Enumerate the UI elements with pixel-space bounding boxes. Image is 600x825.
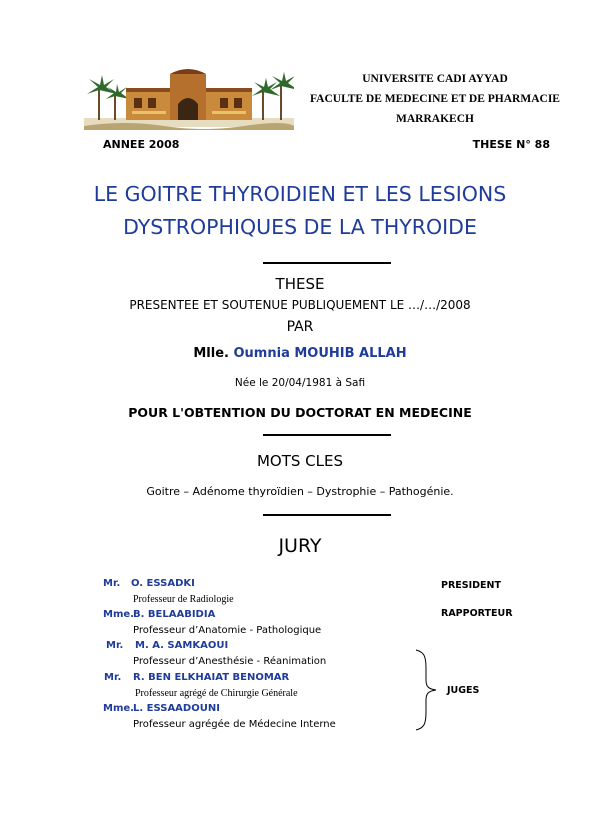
thesis-title-line-2: DYSTROPHIQUES DE LA THYROIDE <box>123 215 477 239</box>
jury-member-position: Professeur d’Anatomie - Pathologique <box>133 625 322 636</box>
birth-info: Née le 20/04/1981 à Safi <box>234 377 366 389</box>
jury-member-title: Mr. <box>106 640 124 651</box>
presentation-line: PRESENTEE ET SOUTENUE PUBLIQUEMENT LE …/…/2008 <box>129 298 471 312</box>
author-prefix: Mlle. <box>193 346 229 361</box>
jury-member-name: B. BELAABIDIA <box>133 609 216 620</box>
degree-line: POUR L'OBTENTION DU DOCTORAT EN MEDECINE <box>128 405 472 420</box>
jury-member-position: Professeur agrégée de Médecine Interne <box>133 719 336 730</box>
thesis-number: THESE N° 88 <box>472 138 550 151</box>
jury-member-position: Professeur de Radiologie <box>133 594 234 605</box>
author-name: Oumnia MOUHIB ALLAH <box>233 346 407 361</box>
keywords-heading: MOTS CLES <box>256 452 344 470</box>
faculty-name: FACULTE DE MEDECINE ET DE PHARMACIE <box>310 93 560 105</box>
jury-heading: JURY <box>278 535 322 557</box>
keywords-list: Goitre – Adénome thyroïdien – Dystrophie – Pathogénie. <box>146 485 454 498</box>
role-juges: JUGES <box>447 685 480 696</box>
jury-member-name: L. ESSAADOUNI <box>133 703 220 714</box>
divider <box>263 434 391 436</box>
jury-member-title: Mr. <box>104 672 122 683</box>
jury-member-title: Mr. <box>103 578 121 589</box>
divider <box>263 514 391 516</box>
role-rapporteur: RAPPORTEUR <box>441 608 513 619</box>
university-name: UNIVERSITE CADI AYYAD <box>362 73 508 85</box>
jury-member-title: Mme. <box>103 609 134 620</box>
thesis-heading: THESE <box>275 275 325 293</box>
jury-member-name: R. BEN ELKHAIAT BENOMAR <box>133 672 290 683</box>
city-name: MARRAKECH <box>396 113 474 125</box>
role-president: PRESIDENT <box>441 580 501 591</box>
thesis-title-line-1: LE GOITRE THYROIDIEN ET LES LESIONS <box>93 182 507 206</box>
jury-member-position: Professeur agrégé de Chirurgie Générale <box>135 688 298 699</box>
par-label: PAR <box>286 319 314 335</box>
year-label: ANNEE 2008 <box>103 138 180 151</box>
jury-member-position: Professeur d’Anesthésie - Réanimation <box>133 656 327 667</box>
juges-brace <box>414 648 444 732</box>
author-line <box>0 346 600 361</box>
divider <box>263 262 391 264</box>
faculty-logo <box>84 68 294 130</box>
jury-member-title: Mme. <box>103 703 134 714</box>
jury-member-name: M. A. SAMKAOUI <box>135 640 229 651</box>
jury-member-name: O. ESSADKI <box>131 578 195 589</box>
